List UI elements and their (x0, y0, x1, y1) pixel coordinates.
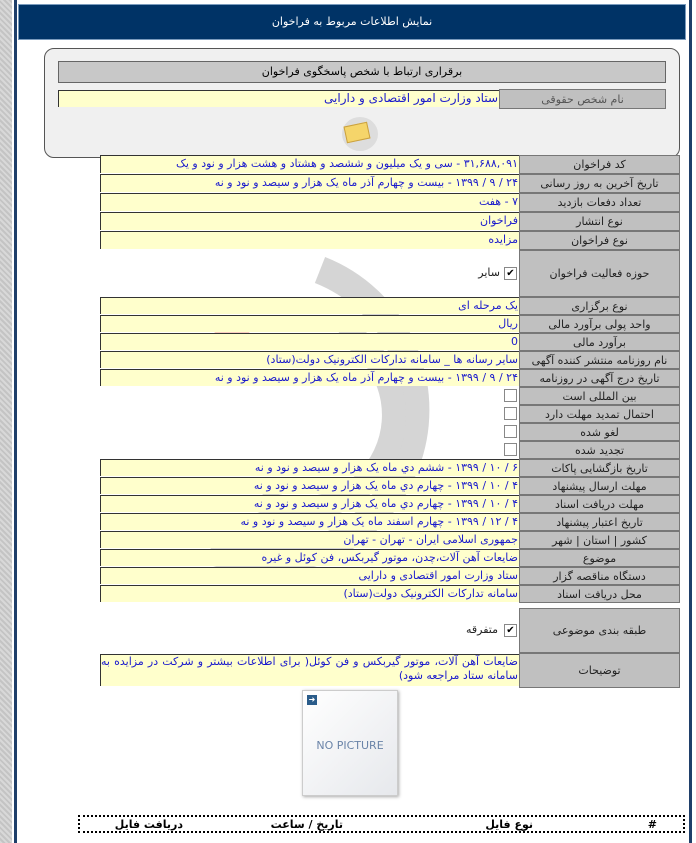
field2-1-value: ریال (100, 315, 519, 332)
activity-checkbox[interactable]: ✔ (504, 267, 517, 280)
field2-3-label: نام روزنامه منتشر کننده آگهی (519, 351, 680, 369)
check-2-checkbox[interactable] (504, 425, 517, 438)
check-1-label: احتمال تمدید مهلت دارد (519, 405, 680, 423)
col-file-type: نوع فایل (485, 818, 533, 831)
category-option: متفرقه (465, 623, 498, 636)
field-2-value: ۷ - هفت (100, 193, 519, 211)
field-1-value: ۲۴ / ۹ / ۱۳۹۹ - بیست و چهارم آذر ماه یک هزار و سیصد و نود و نه (100, 174, 519, 192)
arrow-icon[interactable]: ➜ (308, 695, 316, 704)
email-icon[interactable] (342, 117, 378, 151)
field2-2-value: 0 (100, 333, 519, 350)
field2-0-value: یک مرحله ای (100, 297, 519, 314)
contact-title: برقراری ارتباط با شخص پاسخگوی فراخوان (58, 61, 666, 83)
check-3-checkbox[interactable] (504, 443, 517, 456)
field2-4-value: ۲۴ / ۹ / ۱۳۹۹ - بیست و چهارم آذر ماه یک هزار و سیصد و نود و نه (100, 369, 519, 386)
field3-4-label: کشور | استان | شهر (519, 531, 680, 549)
legal-person-label: نام شخص حقوقی (499, 89, 666, 109)
field2-4-label: تاریخ درج آگهی در روزنامه (519, 369, 680, 387)
check-3-label: تجدید شده (519, 441, 680, 459)
check-2-label: لغو شده (519, 423, 680, 441)
field2-1-label: واحد پولی برآورد مالی (519, 315, 680, 333)
field3-2-label: مهلت دریافت اسناد (519, 495, 680, 513)
col-datetime: تاریخ / ساعت (270, 818, 343, 831)
field3-5-label: موضوع (519, 549, 680, 567)
field2-0-label: نوع برگزاری (519, 297, 680, 315)
page-header: نمایش اطلاعات مربوط به فراخوان (18, 4, 686, 40)
description-label: توضیحات (519, 653, 680, 688)
field3-1-label: مهلت ارسال پیشنهاد (519, 477, 680, 495)
field3-0-value: ۶ / ۱۰ / ۱۳۹۹ - ششم دي ماه یک هزار و سیصد و نود و نه (100, 459, 519, 476)
category-label: طبقه بندی موضوعی (519, 608, 680, 653)
field3-2-value: ۴ / ۱۰ / ۱۳۹۹ - چهارم دي ماه یک هزار و سیصد و نود و نه (100, 495, 519, 512)
field3-5-value: ضایعات آهن آلات،چدن، موتور گیربکس، فن کوئل و غیره (100, 549, 519, 566)
check-1-checkbox[interactable] (504, 407, 517, 420)
field3-6-label: دستگاه مناقصه گزار (519, 567, 680, 585)
no-picture-text: NO PICTURE (316, 739, 384, 752)
files-table-header (78, 815, 685, 833)
activity-label: حوزه فعالیت فراخوان (519, 250, 680, 297)
field-4-value: مزایده (100, 231, 519, 249)
field3-7-label: محل دریافت اسناد (519, 585, 680, 603)
field2-2-label: برآورد مالی (519, 333, 680, 351)
field-3-label: نوع انتشار (519, 212, 680, 231)
field-0-value: ۳۱,۶۸۸,۰۹۱ - سی و یک میلیون و ششصد و هشتاد و هشت هزار و نود و یک (100, 155, 519, 173)
legal-person-value: ستاد وزارت امور اقتصادی و دارایی (58, 90, 499, 107)
field3-3-value: ۴ / ۱۲ / ۱۳۹۹ - چهارم اسفند ماه یک هزار و سیصد و نود و نه (100, 513, 519, 530)
col-download: دریافت فایل (114, 818, 183, 831)
no-picture-image (302, 690, 398, 796)
field3-4-value: جمهوری اسلامی ایران - تهران - تهران (100, 531, 519, 548)
field3-3-label: تاریخ اعتبار پیشنهاد (519, 513, 680, 531)
check-0-checkbox[interactable] (504, 389, 517, 402)
check-0-label: بین المللی است (519, 387, 680, 405)
field3-1-value: ۴ / ۱۰ / ۱۳۹۹ - چهارم دي ماه یک هزار و سیصد و نود و نه (100, 477, 519, 494)
field-2-label: تعداد دفعات بازدید (519, 193, 680, 212)
activity-option: سایر (478, 266, 500, 279)
category-checkbox[interactable]: ✔ (504, 624, 517, 637)
field-0-label: کد فراخوان (519, 155, 680, 174)
page-background-strip (0, 0, 12, 843)
field-4-label: نوع فراخوان (519, 231, 680, 250)
col-number: # (647, 818, 657, 831)
field3-6-value: ستاد وزارت امور اقتصادی و دارایی (100, 567, 519, 584)
field3-0-label: تاریخ بازگشایی پاکات (519, 459, 680, 477)
field-1-label: تاریخ آخرین به روز رسانی (519, 174, 680, 193)
field3-7-value: سامانه تدارکات الکترونیک دولت(ستاد) (100, 585, 519, 602)
field2-3-value: سایر رسانه ها _ سامانه تدارکات الکترونیک دولت(ستاد) (100, 351, 519, 368)
field-3-value: فراخوان (100, 212, 519, 230)
description-value: ضایعات آهن آلات، موتور گیربکس و فن کوئل( برای اطلاعات بیشتر و شرکت در مزایده به سامانه ستاد مراجعه شود) (100, 654, 519, 686)
